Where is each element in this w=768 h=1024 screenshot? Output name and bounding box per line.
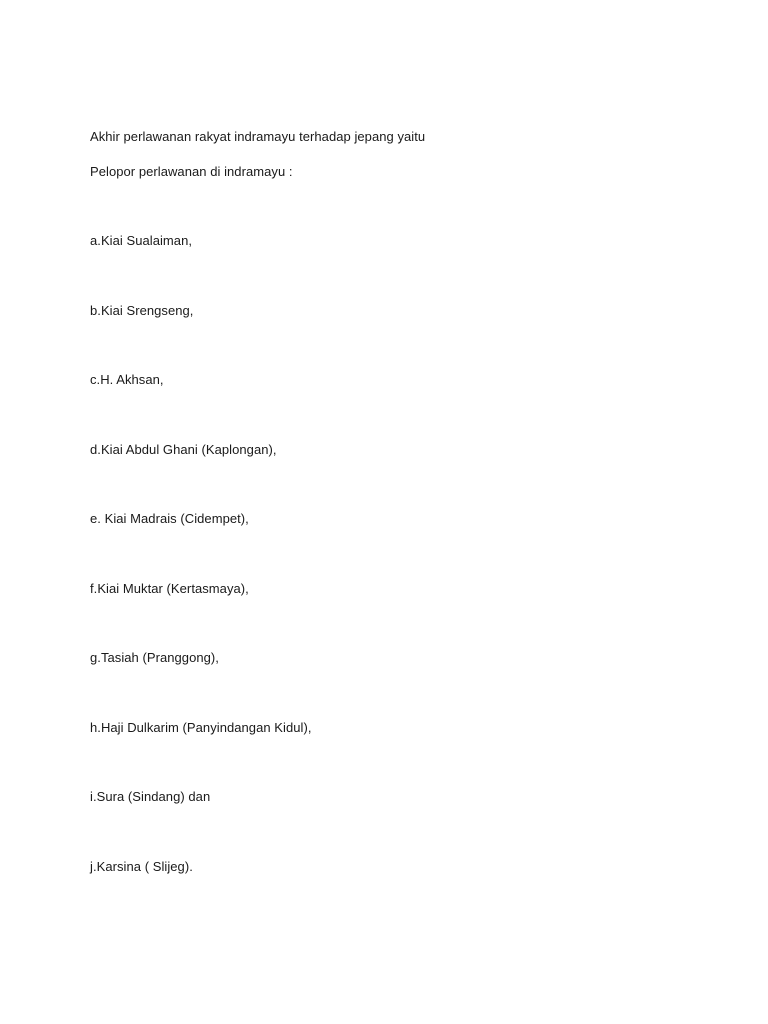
- document-title: Akhir perlawanan rakyat indramayu terhadap jepang yaitu: [90, 129, 426, 144]
- list-item: c.H. Akhsan,: [90, 372, 164, 387]
- list-item: a.Kiai Sualaiman,: [90, 233, 193, 248]
- list-item: h.Haji Dulkarim (Panyindangan Kidul),: [90, 720, 312, 735]
- list-item: e. Kiai Madrais (Cidempet),: [90, 511, 249, 526]
- list-item: i.Sura (Sindang) dan: [90, 789, 211, 804]
- list-item: b.Kiai Srengseng,: [90, 303, 194, 318]
- list-item: j.Karsina ( Slijeg).: [90, 859, 193, 874]
- list-item: g.Tasiah (Pranggong),: [90, 650, 219, 665]
- list-heading: Pelopor perlawanan di indramayu :: [90, 164, 293, 179]
- list-item: f.Kiai Muktar (Kertasmaya),: [90, 581, 249, 596]
- list-item: d.Kiai Abdul Ghani (Kaplongan),: [90, 442, 277, 457]
